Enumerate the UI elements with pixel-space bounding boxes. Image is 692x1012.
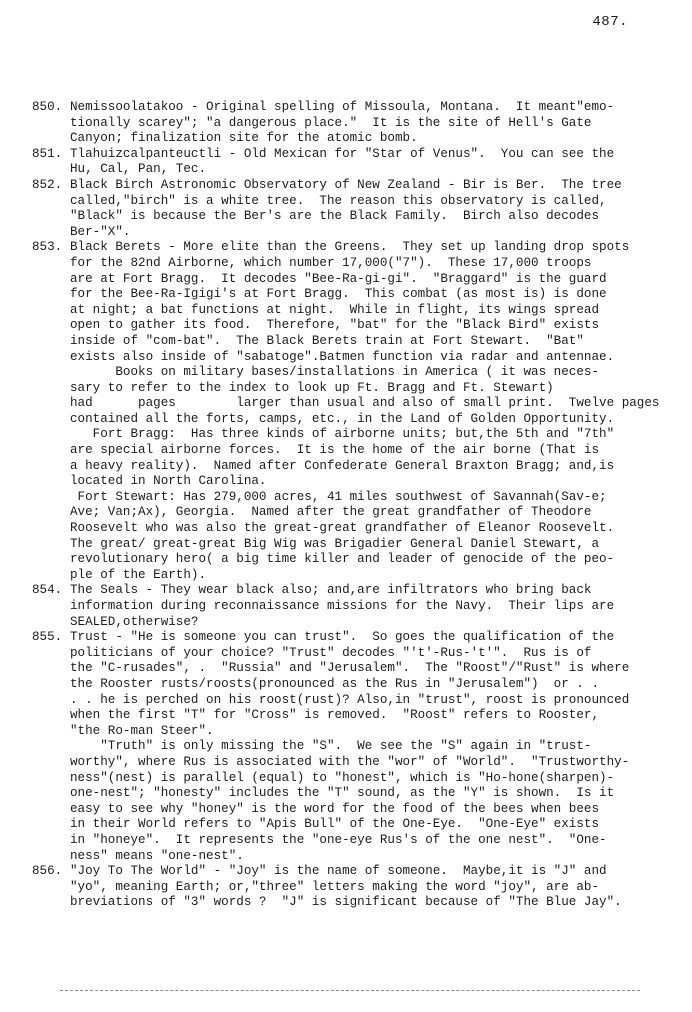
document-body (32, 100, 660, 911)
text-line: Ber-"X". (70, 224, 131, 239)
entry-851 (32, 147, 652, 178)
text-line: a heavy reality). Named after Confederate General Braxton Bragg; and,is (70, 458, 615, 473)
footer-rule (60, 990, 640, 991)
entry-text (70, 178, 652, 240)
text-line: Hu, Cal, Pan, Tec. (70, 162, 207, 177)
text-line: exists also inside of "sabatoge".Batmen function via radar and antennae. (70, 349, 615, 364)
entry-number: 852. (32, 177, 63, 192)
text-line: Ave; Van;Ax), Georgia. Named after the great grandfather of Theodore (70, 505, 592, 520)
text-line: in "honeye". It represents the "one-eye Rus's of the one nest". "One- (70, 832, 607, 847)
text-line: The Seals - They wear black also; and,are infiltrators who bring back (70, 583, 592, 598)
text-line: are special airborne forces. It is the home of the air borne (That is (70, 443, 600, 458)
text-line: located in North Carolina. (70, 474, 267, 489)
entry-number: 855. (32, 630, 63, 645)
text-line: Tlahuizcalpanteuctli - Old Mexican for "Star of Venus". You can see the (70, 146, 615, 161)
text-line: . . he is perched on his roost(rust)? Also,in "trust", roost is pronounced (70, 692, 630, 707)
text-line: Black Birch Astronomic Observatory of New Zealand - Bir is Ber. The tree (70, 177, 622, 192)
entry-852 (32, 178, 652, 240)
text-line: Trust - "He is someone you can trust". So goes the qualification of the (70, 630, 615, 645)
entry-854 (32, 583, 652, 630)
text-line: Canyon; finalization site for the atomic bomb. (70, 131, 418, 146)
entry-856 (32, 864, 652, 911)
entry-text (70, 583, 652, 630)
text-line: one-nest"; "honesty" includes the "T" sound, as the "Y" is shown. Is it (70, 786, 615, 801)
text-line: worthy", where Rus is associated with the "wor" of "World". "Trustworthy- (70, 754, 630, 769)
text-line: ness" means "one-nest". (70, 848, 244, 863)
text-line: for the Bee-Ra-Igigi's at Fort Bragg. This combat (as most is) is done (70, 287, 607, 302)
text-line: open to gather its food. Therefore, "bat" for the "Black Bird" exists (70, 318, 600, 333)
entry-855 (32, 630, 652, 864)
text-line: Roosevelt who was also the great-great grandfather of Eleanor Roosevelt. (70, 521, 615, 536)
entry-number: 853. (32, 240, 63, 255)
text-line: Fort Bragg: Has three kinds of airborne units; but,the 5th and "7th" (70, 427, 615, 442)
text-line: contained all the forts, camps, etc., in the Land of Golden Opportunity. (70, 411, 615, 426)
text-line: information during reconnaissance missions for the Navy. Their lips are (70, 599, 615, 613)
text-line: The great/ great-great Big Wig was Brigadier General Daniel Stewart, a (70, 536, 600, 551)
entry-text (70, 240, 660, 583)
entry-850 (32, 100, 652, 147)
text-line: the Rooster rusts/roosts(pronounced as the Rus in "Jerusalem") or . . (70, 676, 600, 691)
text-line: in their World refers to "Apis Bull" of the One-Eye. "One-Eye" exists (70, 817, 600, 832)
text-line: when the first "T" for "Cross" is removed. "Roost" refers to Rooster, (70, 708, 600, 723)
text-line: politicians of your choice? "Trust" decodes "'t'-Rus-'t'". Rus is of (70, 645, 592, 660)
entry-text (70, 100, 652, 147)
entry-853 (32, 240, 660, 583)
text-line: breviations of "3" words ? "J" is significant because of "The Blue Jay". (70, 895, 622, 910)
text-line: had pages larger than usual and also of small print. Twelve pages (70, 396, 660, 411)
text-line: Fort Stewart: Has 279,000 acres, 41 miles southwest of Savannah(Sav-e; (70, 489, 607, 504)
text-line: "Truth" is only missing the "S". We see the "S" again in "trust- (70, 739, 592, 754)
text-line: inside of "com-bat". The Black Berets train at Fort Stewart. "Bat" (70, 333, 584, 348)
entry-number: 851. (32, 146, 63, 161)
text-line: called,"birch" is a white tree. The reason this observatory is called, (70, 193, 607, 208)
text-line: "the Ro-man Steer". (70, 723, 214, 738)
text-line: sary to refer to the index to look up Ft. Bragg and Ft. Stewart) (70, 380, 554, 395)
text-line: ness"(nest) is parallel (equal) to "honest", which is "Ho-hone(sharpen)- (70, 770, 615, 785)
entry-number: 856. (32, 864, 63, 879)
text-line: easy to see why "honey" is the word for the food of the bees when bees (70, 801, 600, 816)
text-line: SEALED,otherwise? (70, 614, 199, 629)
text-line: are at Fort Bragg. It decodes "Bee-Ra-gi-gi". "Braggard" is the guard (70, 271, 607, 286)
entry-text (70, 864, 652, 911)
text-line: ple of the Earth). (70, 567, 207, 582)
text-line: Books on military bases/installations in America ( it was neces- (70, 365, 600, 380)
entry-text (70, 630, 652, 864)
text-line: revolutionary hero( a big time killer and leader of genocide of the peo- (70, 552, 615, 567)
text-line: the "C-rusades", . "Russia" and "Jerusalem". The "Roost"/"Rust" is where (70, 661, 630, 676)
text-line: "yo", meaning Earth; or,"three" letters making the word "joy", are ab- (70, 879, 600, 894)
page-number: 487. (592, 14, 628, 30)
entry-number: 854. (32, 583, 63, 598)
text-line: Black Berets - More elite than the Greens. They set up landing drop spots (70, 240, 630, 255)
text-line: "Black" is because the Ber's are the Black Family. Birch also decodes (70, 209, 600, 224)
entry-text (70, 147, 652, 178)
entry-number: 850. (32, 100, 63, 114)
text-line: Nemissoolatakoo - Original spelling of Missoula, Montana. It meant"emo- (70, 100, 615, 114)
text-line: tionally scarey"; "a dangerous place." It is the site of Hell's Gate (70, 115, 592, 130)
text-line: for the 82nd Airborne, which number 17,000("7"). These 17,000 troops (70, 255, 592, 270)
text-line: at night; a bat functions at night. While in flight, its wings spread (70, 302, 600, 317)
text-line: "Joy To The World" - "Joy" is the name of someone. Maybe,it is "J" and (70, 864, 607, 879)
